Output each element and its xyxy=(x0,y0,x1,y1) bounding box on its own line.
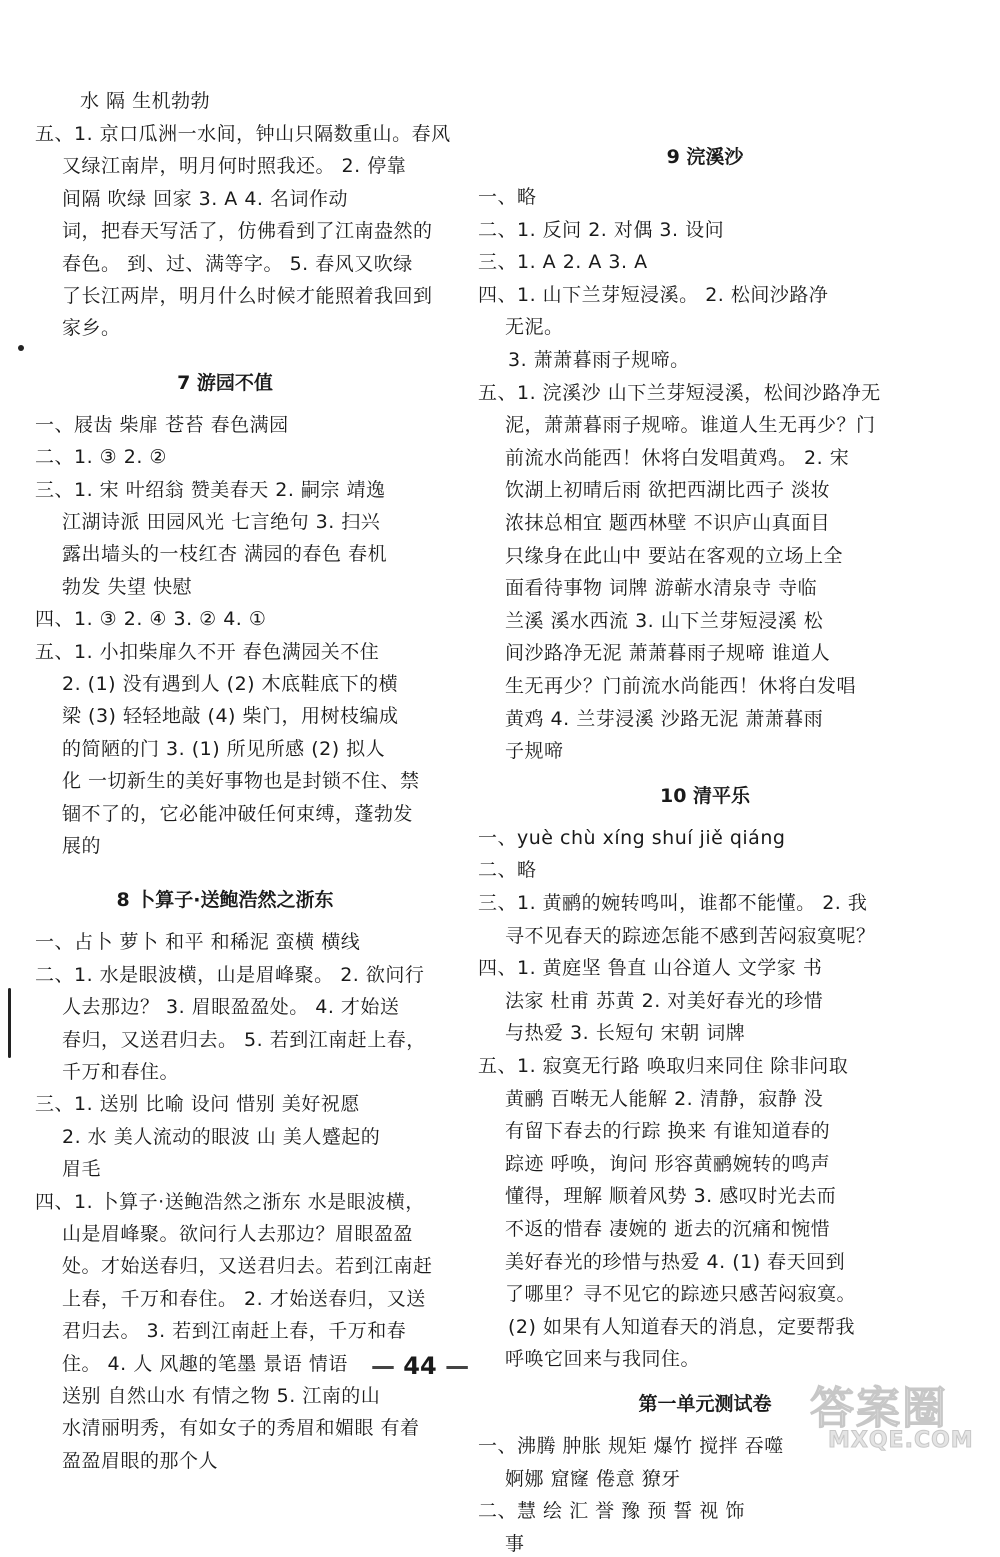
right-text-line: 三、1. A 2. A 3. A xyxy=(478,251,648,274)
left-text-line: 二、1. ③ 2. ② xyxy=(35,446,167,469)
right-text-line: 一、yuè chù xíng shuí jiě qiáng xyxy=(478,826,786,849)
page-dash-left: — xyxy=(370,1352,395,1380)
left-text-line: 露出墙头的一枝红杏 满园的春色 春机 xyxy=(62,543,388,566)
left-text-line: 词，把春天写活了，仿佛看到了江南盎然的 xyxy=(62,220,433,243)
right-text-line: 五、1. 寂寞无行路 唤取归来同住 除非问取 xyxy=(478,1055,849,1077)
left-text-line: 处。才始送春归，又送君归去。若到江南赶 xyxy=(62,1255,433,1278)
left-text-line: 四、1. 卜算子·送鲍浩然之浙东 水是眼波横， xyxy=(35,1190,425,1213)
left-text-line: 了长江两岸，明月什么时候才能照着我回到 xyxy=(62,285,433,307)
right-text-line: 生无再少？门前流水尚能西！休将白发唱 xyxy=(505,675,857,697)
right-text-line: 三、1. 黄鹂的婉转鸣叫，谁都不能懂。 2. 我 xyxy=(478,892,868,914)
watermark-logo xyxy=(810,1372,995,1457)
right-text-line: 五、1. 浣溪沙 山下兰芽短浸溪，松间沙路净无 xyxy=(478,381,881,404)
left-text-line: 君归去。 3. 若到江南赶上春，千万和春 xyxy=(62,1320,407,1343)
left-text-line: 间隔 吹绿 回家 3. A 4. 名词作动 xyxy=(62,187,348,210)
page-number-value: 44 xyxy=(403,1352,437,1380)
left-text-line: 千万和春住。 xyxy=(62,1061,180,1083)
right-text-line: 美好春光的珍惜与热爱 4. (1) 春天回到 xyxy=(505,1250,846,1273)
left-text-line: 一、占卜 萝卜 和平 和稀泥 蛮横 横线 xyxy=(35,931,361,954)
right-text-line: 黄鹂 百啭无人能解 2. 清静，寂静 没 xyxy=(505,1087,824,1110)
right-text-line: 兰溪 溪水西流 3. 山下兰芽短浸溪 松 xyxy=(505,609,824,632)
right-text-line: 浓抹总相宜 题西林壁 不识庐山真面目 xyxy=(505,512,831,534)
right-text-line: 踪迹 呼唤，询问 形容黄鹂婉转的鸣声 xyxy=(505,1152,831,1175)
left-text-line: 又绿江南岸，明月何时照我还。 2. 停靠 xyxy=(62,155,407,178)
left-text-line: 一、屐齿 柴扉 苍苔 春色满园 xyxy=(35,413,289,436)
left-text-line: 眉毛 xyxy=(62,1158,102,1181)
watermark-url: MXQE.COM xyxy=(828,1428,974,1453)
right-text-line: 二、慧 绘 汇 誉 豫 预 誓 视 饰 xyxy=(478,1500,745,1523)
left-text-line: 人去那边？ 3. 眉眼盈盈处。 4. 才始送 xyxy=(62,996,400,1019)
margin-dot-mark xyxy=(18,345,24,351)
right-text-line: 婀娜 窟窿 倦意 獠牙 xyxy=(505,1467,681,1490)
right-text-line: 四、1. 山下兰芽短浸溪。 2. 松间沙路净 xyxy=(478,283,829,306)
left-text-line: 盈盈眉眼的那个人 xyxy=(62,1449,219,1472)
left-section-heading: 7 游园不值 xyxy=(177,371,273,394)
right-text-line: 黄鸡 4. 兰芽浸溪 沙路无泥 萧萧暮雨 xyxy=(505,707,824,730)
right-text-line: 只缘身在此山中 要站在客观的立场上全 xyxy=(505,544,844,567)
margin-bar-mark xyxy=(8,988,11,1058)
right-text-line: 前流水尚能西！休将白发唱黄鸡。 2. 宋 xyxy=(505,446,850,469)
right-text-line: 有留下春去的行踪 换来 有谁知道春的 xyxy=(505,1120,831,1143)
left-text-line: 山是眉峰聚。欲问行人去那边？眉眼盈盈 xyxy=(62,1223,414,1245)
right-section-heading: 9 浣溪沙 xyxy=(666,146,744,168)
left-text-line: 春色。 到、过、满等字。 5. 春风又吹绿 xyxy=(62,252,413,275)
left-text-line: 水 隔 生机勃勃 xyxy=(80,90,211,112)
right-text-line: 懂得，理解 顺着风势 3. 感叹时光去而 xyxy=(505,1185,837,1208)
right-section-heading: 10 清平乐 xyxy=(659,784,751,807)
left-text-line: 家乡。 xyxy=(62,317,121,340)
left-text-line: 展的 xyxy=(62,835,102,857)
right-text-line: 不返的惜春 凄婉的 逝去的沉痛和惋惜 xyxy=(505,1218,831,1240)
page-number xyxy=(370,1352,470,1380)
right-text-line: 事 xyxy=(505,1532,525,1555)
left-text-line: 二、1. 水是眼波横，山是眉峰聚。 2. 欲问行 xyxy=(35,963,425,986)
left-text-line: 江湖诗派 田园风光 七言绝句 3. 扫兴 xyxy=(62,511,381,533)
left-text-line: 梁 (3) 轻轻地敲 (4) 柴门，用树枝编成 xyxy=(62,705,399,728)
left-text-line: 上春，千万和春住。 2. 才始送春归，又送 xyxy=(62,1287,426,1310)
left-text-line: 化 一切新生的美好事物也是封锁不住、禁 xyxy=(62,770,420,793)
right-text-line: 四、1. 黄庭坚 鲁直 山谷道人 文学家 书 xyxy=(478,957,823,980)
right-text-line: 子规啼 xyxy=(505,740,564,763)
left-text-line: 2. 水 美人流动的眼波 山 美人蹙起的 xyxy=(62,1125,381,1148)
left-text-line: 春归，又送君归去。 5. 若到江南赶上春， xyxy=(62,1028,426,1051)
left-text-line: 三、1. 送别 比喻 设问 惜别 美好祝愿 xyxy=(35,1093,360,1116)
left-text-line: 2. (1) 没有遇到人 (2) 木底鞋底下的横 xyxy=(62,673,399,695)
left-text-line: 的简陋的门 3. (1) 所见所感 (2) 拟人 xyxy=(62,737,386,760)
left-section-heading: 8 卜算子·送鲍浩然之浙东 xyxy=(116,889,334,912)
right-text-line: 法家 杜甫 苏黄 2. 对美好春光的珍惜 xyxy=(505,989,824,1012)
right-text-line: 饮湖上初晴后雨 欲把西湖比西子 淡妆 xyxy=(505,479,831,502)
left-text-line: 四、1. ③ 2. ④ 3. ② 4. ① xyxy=(35,608,267,631)
right-text-line: 寻不见春天的踪迹怎能不感到苦闷寂寞呢？ xyxy=(505,924,876,947)
right-text-line: 间沙路净无泥 萧萧暮雨子规啼 谁道人 xyxy=(505,642,831,665)
right-text-line: 了哪里？寻不见它的踪迹只感苦闷寂寞。 xyxy=(505,1283,857,1306)
page-dash-right: — xyxy=(445,1352,470,1380)
right-text-line: 二、略 xyxy=(478,859,537,882)
right-text-line: 3. 萧萧暮雨子规啼。 xyxy=(508,349,690,371)
right-text-line: 呼唤它回来与我同住。 xyxy=(505,1348,701,1371)
left-text-line: 锢不了的，它必能冲破任何束缚，蓬勃发 xyxy=(62,802,414,825)
right-text-line: 泥，萧萧暮雨子规啼。谁道人生无再少？门 xyxy=(505,414,876,437)
right-text-line: 二、1. 反问 2. 对偶 3. 设问 xyxy=(478,218,725,241)
left-text-line: 水清丽明秀，有如女子的秀眉和媚眼 有着 xyxy=(62,1417,420,1440)
right-text-line: 一、略 xyxy=(478,186,537,208)
left-text-line: 住。 4. 人 风趣的笔墨 景语 情语 xyxy=(62,1352,348,1375)
left-text-line: 五、1. 京口瓜洲一水间，钟山只隔数重山。春风 xyxy=(35,123,451,145)
right-text-line: 与热爱 3. 长短句 宋朝 词牌 xyxy=(505,1022,746,1045)
left-text-line: 勃发 失望 快慰 xyxy=(62,575,193,598)
right-text-line: 一、沸腾 肿胀 规矩 爆竹 搅拌 吞噬 xyxy=(478,1435,784,1457)
left-text-line: 送别 自然山水 有情之物 5. 江南的山 xyxy=(62,1385,381,1407)
left-text-line: 五、1. 小扣柴扉久不开 春色满园关不住 xyxy=(35,640,380,663)
watermark-logo-text: 答案圈 xyxy=(810,1383,948,1434)
right-text-line: (2) 如果有人知道春天的消息，定要帮我 xyxy=(508,1315,855,1338)
right-text-line: 面看待事物 词牌 游蕲水清泉寺 寺临 xyxy=(505,577,818,600)
right-text-line: 无泥。 xyxy=(505,316,564,339)
left-text-line: 三、1. 宋 叶绍翁 赞美春天 2. 嗣宗 靖逸 xyxy=(35,478,386,501)
right-section-heading: 第一单元测试卷 xyxy=(638,1393,772,1415)
